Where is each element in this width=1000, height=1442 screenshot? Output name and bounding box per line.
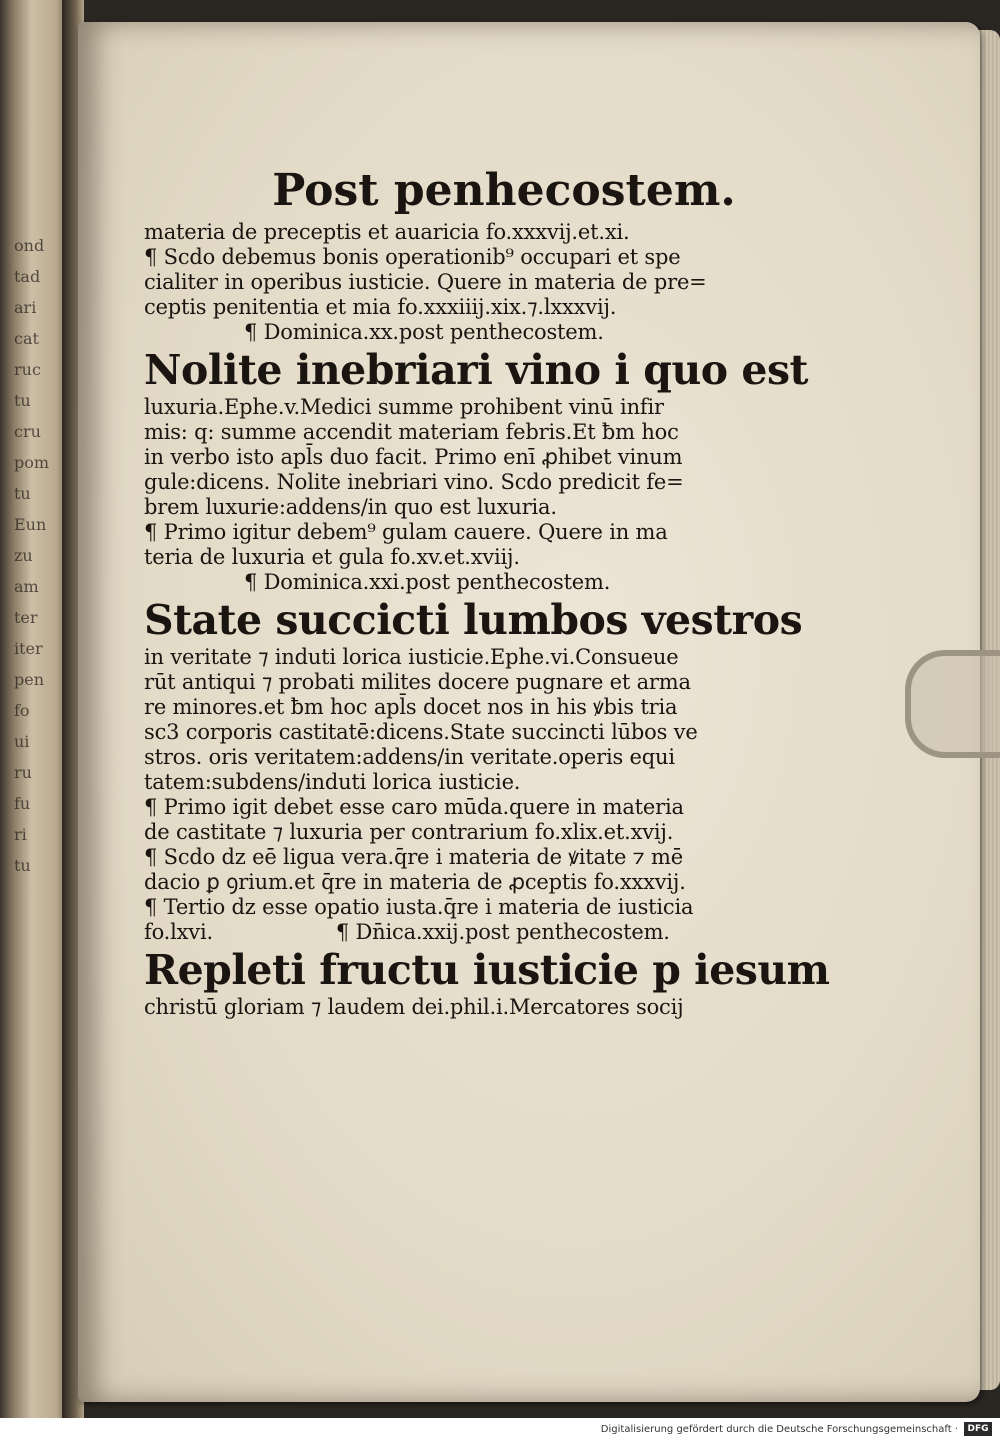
incipit-state: State succicti lumbos vestros <box>144 596 803 644</box>
text-line: in verbo isto apl̄s duo facit. Primo enī ꝓhibet vinum <box>144 445 683 469</box>
running-heading: Post penhecostem. <box>272 165 736 216</box>
text-line: dacio ꝑ ꝯrium.et q̄re in materia de ꝓceptis fo.xxxvij. <box>144 870 686 894</box>
text-block <box>144 162 854 1020</box>
incipit-nolite: Nolite inebriari vino i quo est <box>144 346 808 394</box>
text-line: gule:dicens. Nolite inebriari vino. Scdo predicit fe= <box>144 470 684 494</box>
left-fragment: Eun <box>14 515 47 534</box>
funding-credit: Digitalisierung gefördert durch die Deutsche Forschungsgemeinschaft · <box>600 1424 958 1435</box>
text-line: materia de preceptis et auaricia fo.xxxvij.et.xi. <box>144 220 630 244</box>
left-fragment: pen <box>14 670 45 689</box>
text-line: ceptis penitentia et mia fo.xxxiiij.xix.⁊.lxxxvij. <box>144 295 617 319</box>
clasp-strap <box>905 650 1000 758</box>
dominica-22-rubric: ¶ Dn̄ica.xxij.post penthecostem. <box>335 920 670 944</box>
folio-reference: fo.lxvi. <box>144 920 213 944</box>
text-line: de castitate ⁊ luxuria per contrarium fo.xlix.et.xvij. <box>144 820 674 844</box>
text-line: ¶ Scdo debemus bonis operationib⁹ occupari et spe <box>144 245 681 269</box>
left-fragment: ter <box>14 608 38 627</box>
left-fragment: cru <box>14 422 41 441</box>
text-line: luxuria.Ephe.v.Medici summe prohibent vinū infir <box>144 395 664 419</box>
text-line: re minores.et ƀm hoc apl̄s docet nos in his ꝟbis tria <box>144 695 678 719</box>
paragraph-a <box>144 220 854 320</box>
last-line <box>144 920 854 945</box>
left-fragment: zu <box>14 546 33 565</box>
left-fragment: ari <box>14 298 37 317</box>
paragraph-c <box>144 645 854 920</box>
dfg-logo: DFG <box>964 1422 992 1436</box>
left-fragment: iter <box>14 639 43 658</box>
left-fragment: tu <box>14 391 31 410</box>
text-line: rūt antiqui ⁊ probati milites docere pugnare et arma <box>144 670 691 694</box>
text-line: brem luxurie:addens/in quo est luxuria. <box>144 495 557 519</box>
left-page-text-fragments <box>14 230 64 881</box>
text-line: in veritate ⁊ induti lorica iusticie.Ephe.vi.Consueue <box>144 645 679 669</box>
text-line: ¶ Tertio dz esse opatio iusta.q̄re i materia de iusticia <box>144 895 694 919</box>
text-line: ¶ Primo igitur debem⁹ gulam cauere. Quere in ma <box>144 520 668 544</box>
final-line: christū gloriam ⁊ laudem dei.phil.i.Mercatores socij <box>144 995 684 1019</box>
text-line: cialiter in operibus iusticie. Quere in materia de pre= <box>144 270 707 294</box>
left-fragment: tu <box>14 856 31 875</box>
left-fragment: pom <box>14 453 50 472</box>
left-facing-page <box>0 0 70 1418</box>
dominica-21-rubric: ¶ Dominica.xxi.post penthecostem. <box>244 570 611 594</box>
text-line: mis: q: summe accendit materiam febris.Et ƀm hoc <box>144 420 679 444</box>
text-line: teria de luxuria et gula fo.xv.et.xviij. <box>144 545 520 569</box>
left-fragment: fu <box>14 794 31 813</box>
text-line: stros. oris veritatem:addens/in veritate.operis equi <box>144 745 675 769</box>
text-line: sc3 corporis castitatē:dicens.State succincti lūbos ve <box>144 720 698 744</box>
incipit-repleti: Repleti fructu iusticie p iesum <box>144 946 830 994</box>
dominica-20-rubric: ¶ Dominica.xx.post penthecostem. <box>244 320 604 344</box>
left-fragment: cat <box>14 329 39 348</box>
left-fragment: ui <box>14 732 30 751</box>
text-line: ¶ Primo igit debet esse caro mūda.quere in materia <box>144 795 684 819</box>
left-fragment: tu <box>14 484 31 503</box>
text-line: ¶ Scdo dz eē ligua vera.q̄re i materia de ꝟitate ⁊ mē <box>144 845 683 869</box>
right-page <box>78 22 980 1402</box>
footer-bar <box>0 1418 1000 1442</box>
left-fragment: ruc <box>14 360 41 379</box>
paragraph-b <box>144 395 854 570</box>
left-fragment: ri <box>14 825 27 844</box>
text-line: tatem:subdens/induti lorica iusticie. <box>144 770 521 794</box>
left-fragment: ru <box>14 763 32 782</box>
left-fragment: fo <box>14 701 30 720</box>
left-fragment: am <box>14 577 39 596</box>
left-fragment: tad <box>14 267 41 286</box>
left-fragment: ond <box>14 236 45 255</box>
